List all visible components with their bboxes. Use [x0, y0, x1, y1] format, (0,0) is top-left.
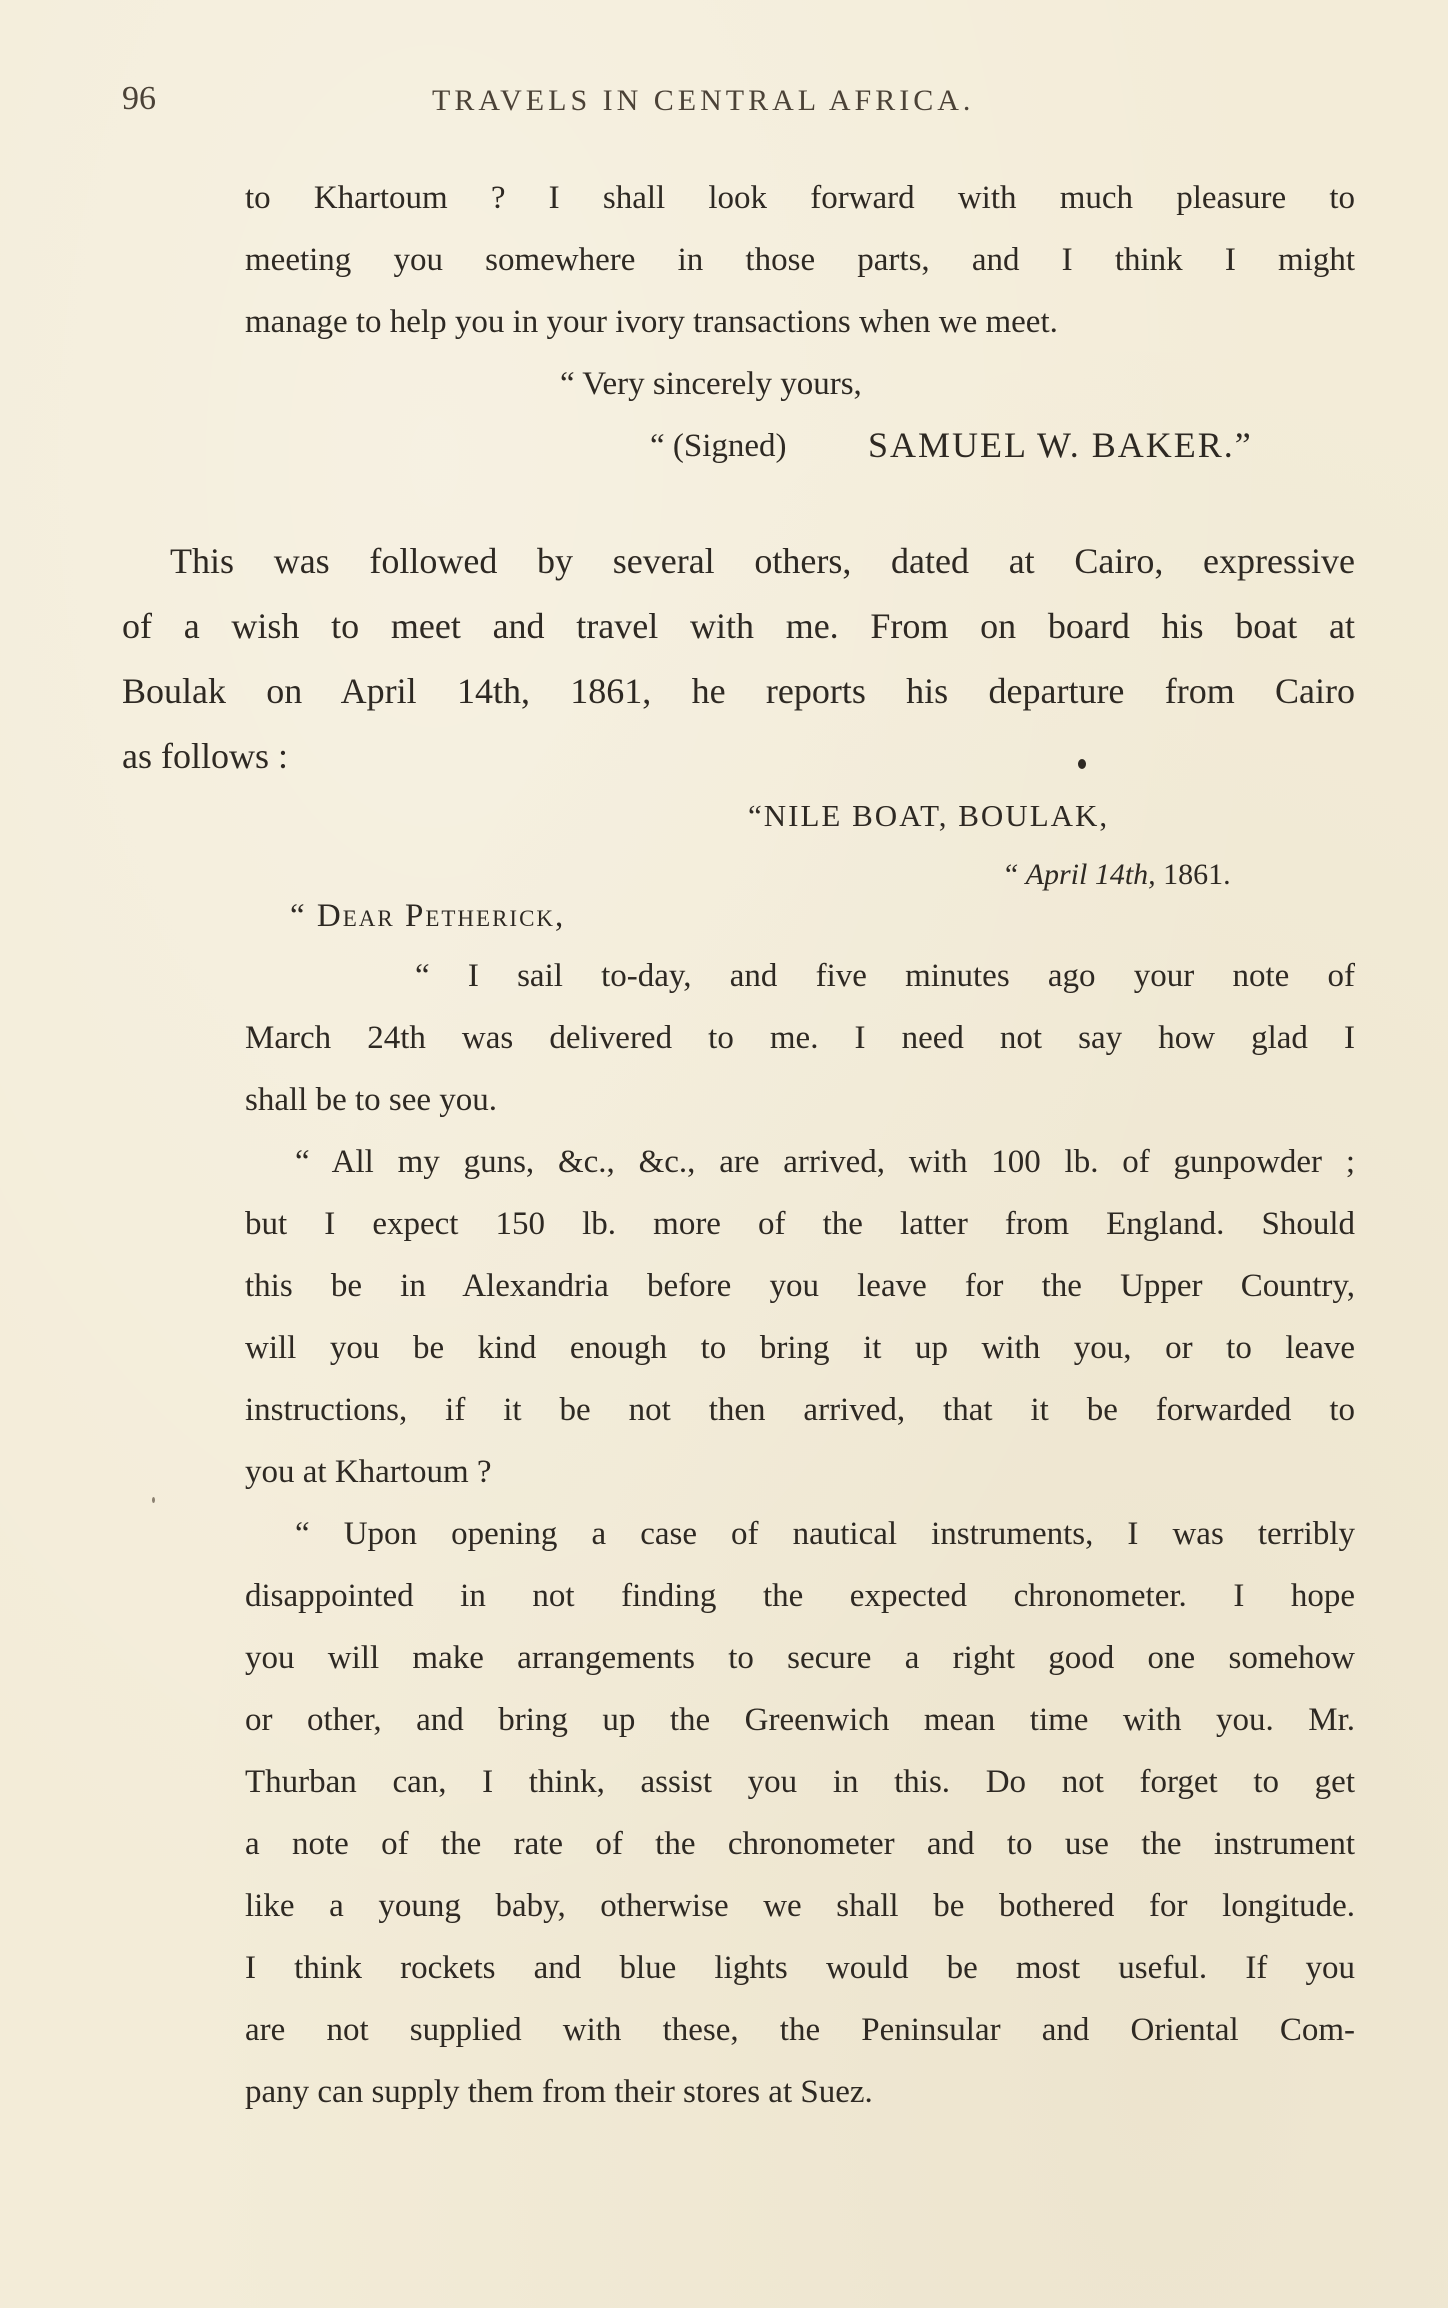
letter2-line: March 24th was delivered to me. I need not say how glad I [245, 1020, 1355, 1056]
letter2-line: or other, and bring up the Greenwich mean time with you. Mr. [245, 1702, 1355, 1738]
letter1-line: meeting you somewhere in those parts, and I think I might [245, 242, 1355, 278]
letter1-signed-prefix: “ (Signed) [650, 428, 787, 464]
running-title: TRAVELS IN CENTRAL AFRICA. [432, 84, 975, 117]
letter2-line: shall be to see you. [245, 1082, 498, 1118]
narrative-line: This was followed by several others, dated at Cairo, expressive [170, 541, 1355, 581]
ink-speck [1078, 759, 1086, 769]
letter2-year: 1861. [1163, 858, 1231, 891]
margin-speck [152, 1497, 155, 1503]
letter1-line: to Khartoum ? I shall look forward with much pleasure to [245, 180, 1355, 216]
letter2-line: Thurban can, I think, assist you in this. Do not forget to get [245, 1764, 1355, 1800]
letter2-line: this be in Alexandria before you leave for the Upper Country, [245, 1268, 1355, 1304]
letter2-date: “ April 14th, [1002, 858, 1156, 891]
letter2-line: but I expect 150 lb. more of the latter from England. Should [245, 1206, 1355, 1242]
narrative-line: Boulak on April 14th, 1861, he reports his departure from Cairo [122, 671, 1355, 711]
letter2-line: you will make arrangements to secure a right good one somehow [245, 1640, 1355, 1676]
letter2-line: instructions, if it be not then arrived, that it be forwarded to [245, 1392, 1355, 1428]
letter1-closing: “ Very sincerely yours, [560, 366, 862, 402]
letter2-line: you at Khartoum ? [245, 1454, 492, 1490]
letter2-line: “ All my guns, &c., &c., are arrived, with 100 lb. of gunpowder ; [295, 1144, 1355, 1180]
letter2-line: like a young baby, otherwise we shall be bothered for longitude. [245, 1888, 1355, 1924]
letter2-place: “NILE BOAT, BOULAK, [748, 798, 1110, 833]
letter1-line: manage to help you in your ivory transactions when we meet. [245, 304, 1058, 340]
letter2-line: a note of the rate of the chronometer and to use the instrument [245, 1826, 1355, 1862]
letter2-line: “ I sail to-day, and five minutes ago your note of [415, 958, 1355, 994]
narrative-line: of a wish to meet and travel with me. From on board his boat at [122, 606, 1355, 646]
letter2-line: will you be kind enough to bring it up with you, or to leave [245, 1330, 1355, 1366]
letter2-line: disappointed in not finding the expected chronometer. I hope [245, 1578, 1355, 1614]
page-number: 96 [122, 80, 156, 117]
letter2-line: I think rockets and blue lights would be most useful. If you [245, 1950, 1355, 1986]
letter2-line: “ Upon opening a case of nautical instruments, I was terribly [295, 1516, 1355, 1552]
letter2-salutation: “ Dear Petherick, [290, 898, 566, 934]
letter2-line: are not supplied with these, the Peninsular and Oriental Com- [245, 2012, 1355, 2048]
letter1-signature: SAMUEL W. BAKER.” [868, 425, 1253, 465]
narrative-line: as follows : [122, 736, 288, 776]
letter2-line: pany can supply them from their stores at Suez. [245, 2074, 873, 2110]
